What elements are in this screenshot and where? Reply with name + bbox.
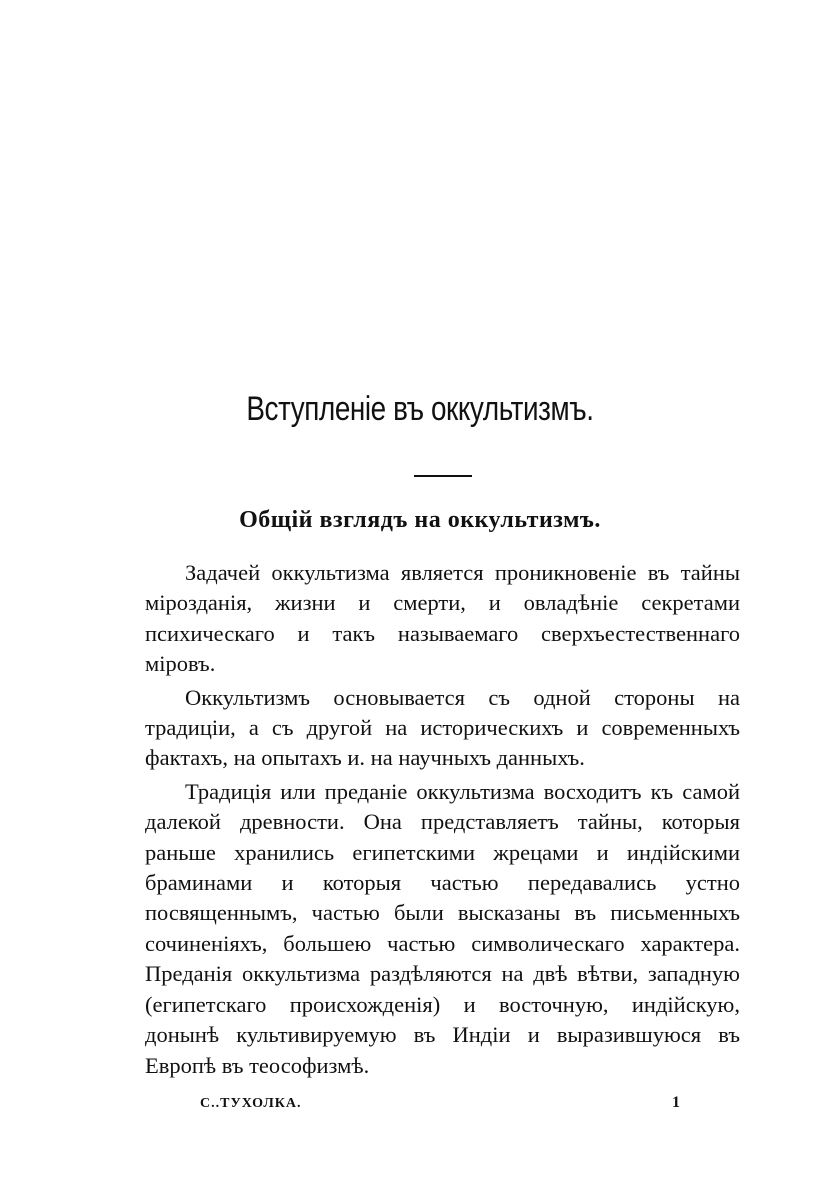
body-text [145,558,740,1084]
signature-mark: С..ТУХОЛКА. [200,1096,302,1111]
chapter-title: Вступленіе въ оккультизмъ. [246,390,594,428]
paragraph-3: Традиція или преданіе оккультизма восходитъ къ самой далекой древности. Она представляетъ тайны, которыя раньше хранились египетскими жрецами и индійскими браминами и которыя частью передавались устно посвященнымъ, частью были высказаны въ письменныхъ сочиненіяхъ, большею частью символическаго характера. Преданія оккультизма раздѣляются на двѣ вѣтви, западную (египетскаго происхожденія) и восточную, индійскую, донынѣ культивируемую въ Индіи и выразившуюся въ Европѣ въ теософизмѣ. [145,778,740,1078]
paragraph-1: Задачей оккультизма является проникновеніе въ тайны мірозданія, жизни и смерти, и овладѣніе секретами психическаго и такъ называемаго сверхъестественнаго міровъ. [145,560,740,677]
page-number: 1 [672,1094,680,1111]
section-subtitle: Общій взглядъ на оккультизмъ. [239,507,601,533]
paragraph-2: Оккультизмъ основывается съ одной стороны на традиціи, а съ другой на историческихъ и современныхъ фактахъ, на опытахъ и. на научныхъ данныхъ. [145,684,740,771]
title-divider [414,475,472,477]
